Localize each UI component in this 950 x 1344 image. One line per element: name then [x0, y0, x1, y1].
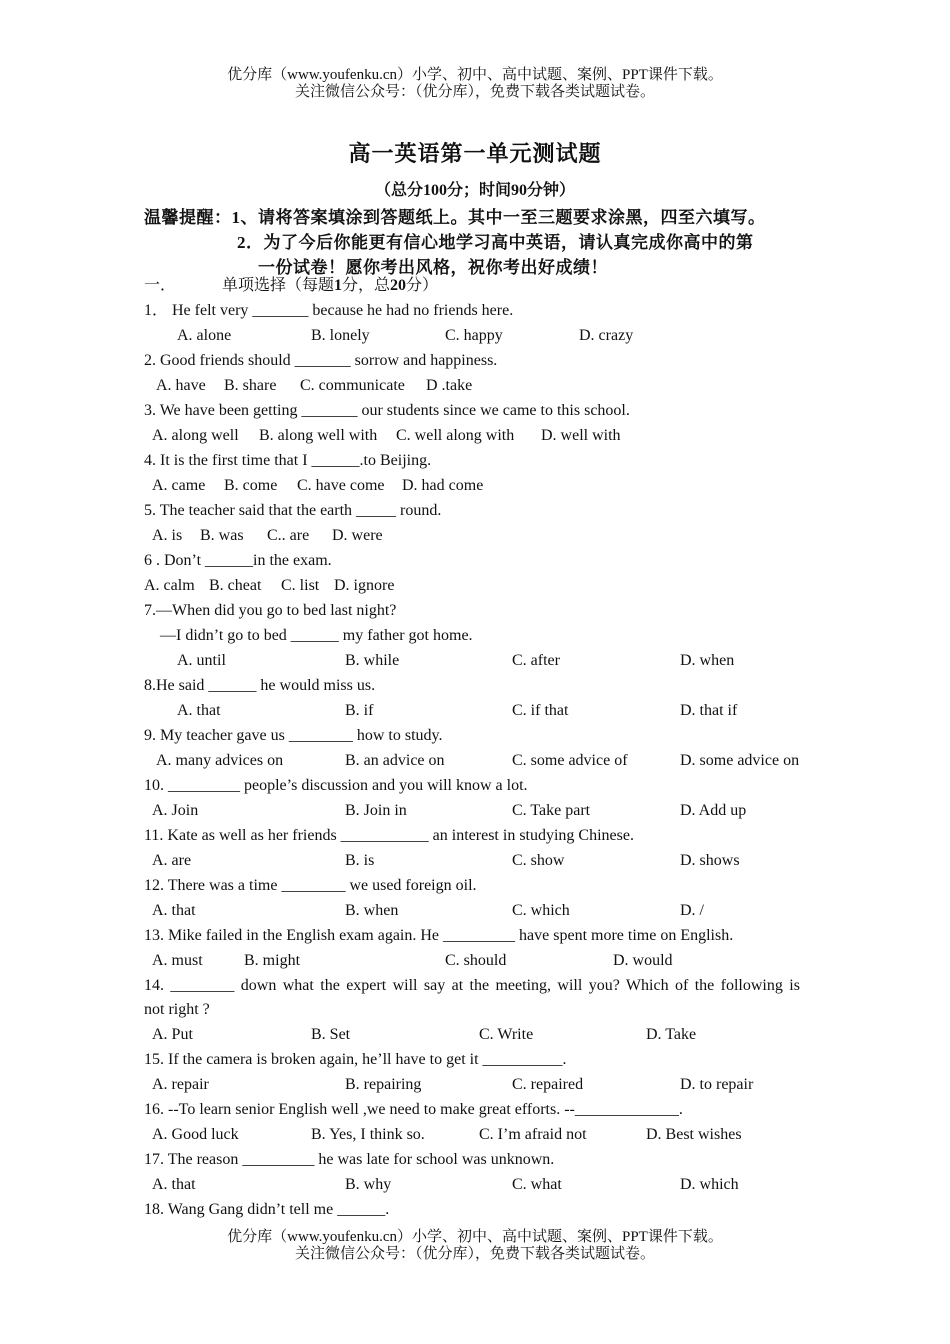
question-stem: 3. We have been getting _______ our students since we came to this school.	[144, 402, 630, 419]
question-stem: 16. --To learn senior English well ,we need to make great efforts. --_____________.	[144, 1101, 683, 1118]
question-stem: 15. If the camera is broken again, he’ll have to get it __________.	[144, 1051, 567, 1068]
option-c: C. well along with	[396, 427, 515, 444]
tip-line-2: 2．为了今后你能更有信心地学习高中英语，请认真完成你高中的第	[237, 233, 754, 252]
option-b: B. along well with	[259, 427, 378, 444]
option-d: D. to repair	[680, 1076, 754, 1093]
question-stem: 2. Good friends should _______ sorrow and happiness.	[144, 352, 498, 369]
section-heading	[144, 276, 438, 296]
option-d: D. Take	[646, 1026, 697, 1043]
option-d: D. /	[680, 902, 704, 919]
question-stem: 17. The reason _________ he was late for school was unknown.	[144, 1151, 555, 1168]
option-c: C. Take part	[512, 802, 591, 819]
option-c: C. should	[445, 952, 507, 969]
page-header	[0, 67, 950, 101]
question-stem: 6 . Don’t ______in the exam.	[144, 552, 332, 569]
tip-line-3: 一份试卷！愿你考出风格，祝你考出好成绩！	[258, 258, 608, 277]
section-mid: 分，总	[342, 277, 391, 294]
question-stem: 13. Mike failed in the English exam again. He _________ have spent more time on English.	[144, 927, 734, 944]
question-stem: 10. _________ people’s discussion and you will know a lot.	[144, 777, 528, 794]
question-stem: 1． He felt very _______ because he had no friends here.	[144, 302, 514, 319]
question-stem-cont: not right ?	[144, 1001, 210, 1018]
section-prefix: 单项选择（每题	[222, 277, 335, 294]
option-c: C. some advice of	[512, 752, 628, 769]
option-d: D. had come	[402, 477, 484, 494]
question-stem: 18. Wang Gang didn’t tell me ______.	[144, 1201, 390, 1218]
page-title: 高一英语第一单元测试题	[348, 141, 602, 166]
option-d: D. shows	[680, 852, 740, 869]
option-a: A. along well	[152, 427, 239, 444]
option-d: D. well with	[541, 427, 621, 444]
option-c: C. have come	[297, 477, 385, 494]
option-a: A. repair	[152, 1076, 209, 1093]
option-a: A. Put	[152, 1026, 193, 1043]
option-d: D. when	[680, 652, 735, 669]
page-footer	[0, 1229, 950, 1263]
option-c: C. communicate	[300, 377, 405, 394]
option-a: A. many advices on	[156, 752, 284, 769]
option-b: B. Set	[311, 1026, 351, 1043]
option-c: C. I’m afraid not	[479, 1126, 587, 1143]
option-c: C. happy	[445, 327, 503, 344]
footer-line-1: 优分库（www.youfenku.cn）小学、初中、高中试题、案例、PPT课件下载。	[227, 1229, 723, 1245]
option-b: B. when	[345, 902, 399, 919]
option-a: A. until	[177, 652, 226, 669]
option-b: B. Join in	[345, 802, 407, 819]
page-subtitle: （总分100分；时间90分钟）	[374, 182, 575, 199]
option-a: A. that	[152, 902, 196, 919]
question-stem: 4. It is the first time that I ______.to Beijing.	[144, 452, 432, 469]
option-d: D. that if	[680, 702, 738, 719]
tip-line-1: 温馨提醒：1、请将答案填涂到答题纸上。其中一至三题要求涂黑，四至六填写。	[144, 208, 766, 227]
option-a: A. calm	[144, 577, 195, 594]
option-c: C.. are	[267, 527, 310, 544]
option-b: B. if	[345, 702, 374, 719]
footer-line-2: 关注微信公众号：（优分库），免费下载各类试题试卷。	[294, 1246, 655, 1262]
question-stem: 5. The teacher said that the earth _____ round.	[144, 502, 442, 519]
header-line-1: 优分库（www.youfenku.cn）小学、初中、高中试题、案例、PPT课件下载。	[227, 67, 723, 83]
question-stem: 8.He said ______ he would miss us.	[144, 677, 376, 694]
section-score: 1	[334, 277, 343, 294]
option-b: B. lonely	[311, 327, 370, 344]
option-c: C. which	[512, 902, 570, 919]
option-c: C. Write	[479, 1026, 534, 1043]
option-b: B. repairing	[345, 1076, 422, 1093]
option-b: B. why	[345, 1176, 392, 1193]
section-total: 20	[390, 277, 407, 294]
option-d: D. would	[613, 952, 673, 969]
question-stem: 7.—When did you go to bed last night?	[144, 602, 397, 619]
question-stem: 9. My teacher gave us ________ how to study.	[144, 727, 443, 744]
option-a: A. Join	[152, 802, 199, 819]
option-a: A. is	[152, 527, 183, 544]
option-d: D. ignore	[334, 577, 395, 594]
option-a: A. are	[152, 852, 192, 869]
option-a: A. that	[152, 1176, 196, 1193]
option-d: D. were	[332, 527, 383, 544]
option-c: C. list	[281, 577, 320, 594]
option-b: B. share	[224, 377, 277, 394]
option-a: A. that	[177, 702, 221, 719]
option-b: B. an advice on	[345, 752, 445, 769]
option-d: D .take	[426, 377, 473, 394]
section-suffix: 分）	[406, 277, 439, 294]
question-stem-cont: —I didn’t go to bed ______ my father got home.	[160, 627, 473, 644]
option-d: D. some advice on	[680, 752, 800, 769]
option-c: C. repaired	[512, 1076, 584, 1093]
option-a: A. must	[152, 952, 203, 969]
option-d: D. Add up	[680, 802, 747, 819]
option-c: C. show	[512, 852, 565, 869]
option-b: B. while	[345, 652, 400, 669]
option-b: B. was	[200, 527, 244, 544]
option-b: B. cheat	[209, 577, 262, 594]
section-number: 一．	[144, 277, 177, 294]
option-a: A. Good luck	[152, 1126, 239, 1143]
option-d: D. Best wishes	[646, 1126, 742, 1143]
option-b: B. come	[224, 477, 278, 494]
option-c: C. what	[512, 1176, 562, 1193]
option-a: A. alone	[177, 327, 232, 344]
header-line-2: 关注微信公众号：（优分库），免费下载各类试题试卷。	[294, 84, 655, 100]
option-a: A. came	[152, 477, 206, 494]
question-stem: 12. There was a time ________ we used foreign oil.	[144, 877, 477, 894]
option-c: C. if that	[512, 702, 569, 719]
option-a: A. have	[156, 377, 206, 394]
option-d: D. which	[680, 1176, 739, 1193]
option-b: B. Yes, I think so.	[311, 1126, 425, 1143]
question-stem: 11. Kate as well as her friends ___________ an interest in studying Chinese.	[144, 827, 634, 844]
option-c: C. after	[512, 652, 560, 669]
option-b: B. is	[345, 852, 375, 869]
option-b: B. might	[244, 952, 301, 969]
question-stem: 14. ________ down what the expert will say at the meeting, will you? Which of the following is	[144, 977, 800, 994]
option-d: D. crazy	[579, 327, 634, 344]
